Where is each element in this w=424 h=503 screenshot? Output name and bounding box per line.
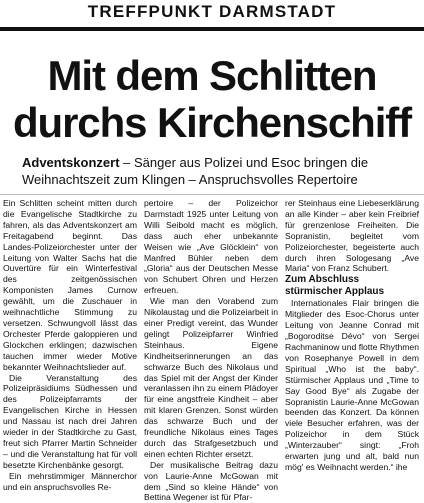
paragraph: Wie man den Vorabend zum Nikolaustag und die Polizeiarbeit in einer Predigt vereint, das Wunder gelingt Polizeipfarrer Winfried Steinhaus. Eigene Kindheitserinnerungen an das schwarze Buch des Nikolaus und das Spiel mit der Angst der Kinder veranlassen ihn zu einem Plädoyer für eine angstfreie Kindheit – aber mit klaren Grenzen. Sonst würden das schwarze Buch und der freundliche Nikolaus eines Tages durch das Strafgesetzbuch und einen echten Richter ersetzt. [144,296,278,459]
headline-line-1: Mit dem Schlitten [47,52,377,99]
paragraph: Der musikalische Beitrag dazu von Laurie-Anne McGowan mit dem „Sind so kleine Hände“ von Bettina Wegener ist für Pfar- [144,459,278,503]
article-column-2 [144,198,278,503]
article-subhead: Zum Abschluss stürmischer Applaus [285,274,385,298]
paragraph: Ein Schlitten scheint mitten durch die Evangelische Stadtkirche zu fahren, als das Adventskonzert am Freitagabend beginnt. Das Landes-Polizeiorchester unter der Leitung von Walter Sachs hat die Ouvertüre für ein Winterfestival des zeitgenössischen Komponisten James Curnow gewählt, um die Zuschauer in weihnachtliche Stimmung zu versetzen. Schwungvoll lässt das Orchester Pferde galoppieren und Glockchen erklingen; dazwischen tauchen immer wieder Motive bekannter Weihnachtslieder auf. [3,198,137,372]
kicker-rule [0,27,424,31]
paragraph: Die Veranstaltung des Polizeipräsidiums Südhessen und des Polizeipfarramts der Evangelischen Kirche in Hessen und Nassau ist nach drei Jahren wieder in der Stadtkirche zu Gast, freut sich Pfarrer Martin Schneider – und die Veranstaltung hat für voll besetzte Kirchenbänke gesorgt. [3,372,137,470]
paragraph: Internationales Flair bringen die Mitglieder des Esoc-Chorus unter Leitung von Jeanne Conrad mit „Bogoroditse Dévo“ von Sergei Rachmaninow und flotte Rhythmen von Rosephanye Powell in dem Spiritual „Who ist the baby“. Stürmischer Applaus und „Time to Say Good Bye“ als Zugabe der Sopranistin Laurie-Anne McGowan beenden das Konzert. Da können viele Besucher erfahren, was der Polizeichor in dem Stück „Winterzauber“ singt: „Froh erwarten jung und alt, bald nun mög' es Weihnacht werden.“ ihe [285,298,419,472]
section-kicker: TREFFPUNKT DARMSTADT [87,2,337,21]
article-column-1 [3,198,137,494]
article-deck [22,154,412,188]
body-rule [0,194,424,195]
article-headline [0,52,424,146]
headline-line-2: durchs Kirchenschiff [12,99,412,146]
paragraph: pertoire – der Polizeichor Darmstadt 1925 unter Leitung von Willi Seibold macht es möglich, dass auch eher unbekannte Weisen wie „Ave Glöcklein“ von Manfred Bühler neben dem „Gloria“ aus der Deutschen Messe von Schubert Ohren und Herzen erfreuen. [144,198,278,296]
deck-lead: Adventskonzert [22,155,120,170]
deck-text: – Sänger aus Polizei und Esoc bringen die Weihnachtszeit zum Klingen – Anspruchsvolles Repertoire [22,155,369,187]
article-column-3 [285,198,419,494]
paragraph: rer Steinhaus eine Liebeserklärung an alle Kinder – aber kein Freibrief für grenzenlose Freiheiten. Die Sopranistin, begleitet vom Polizeiorchester, begeisterte auch durch ihren Sologesang „Ave Maria“ von Franz Schubert. [285,198,419,274]
paragraph: Ein mehrstimmiger Männerchor und ein anspruchsvolles Re- [3,470,137,492]
